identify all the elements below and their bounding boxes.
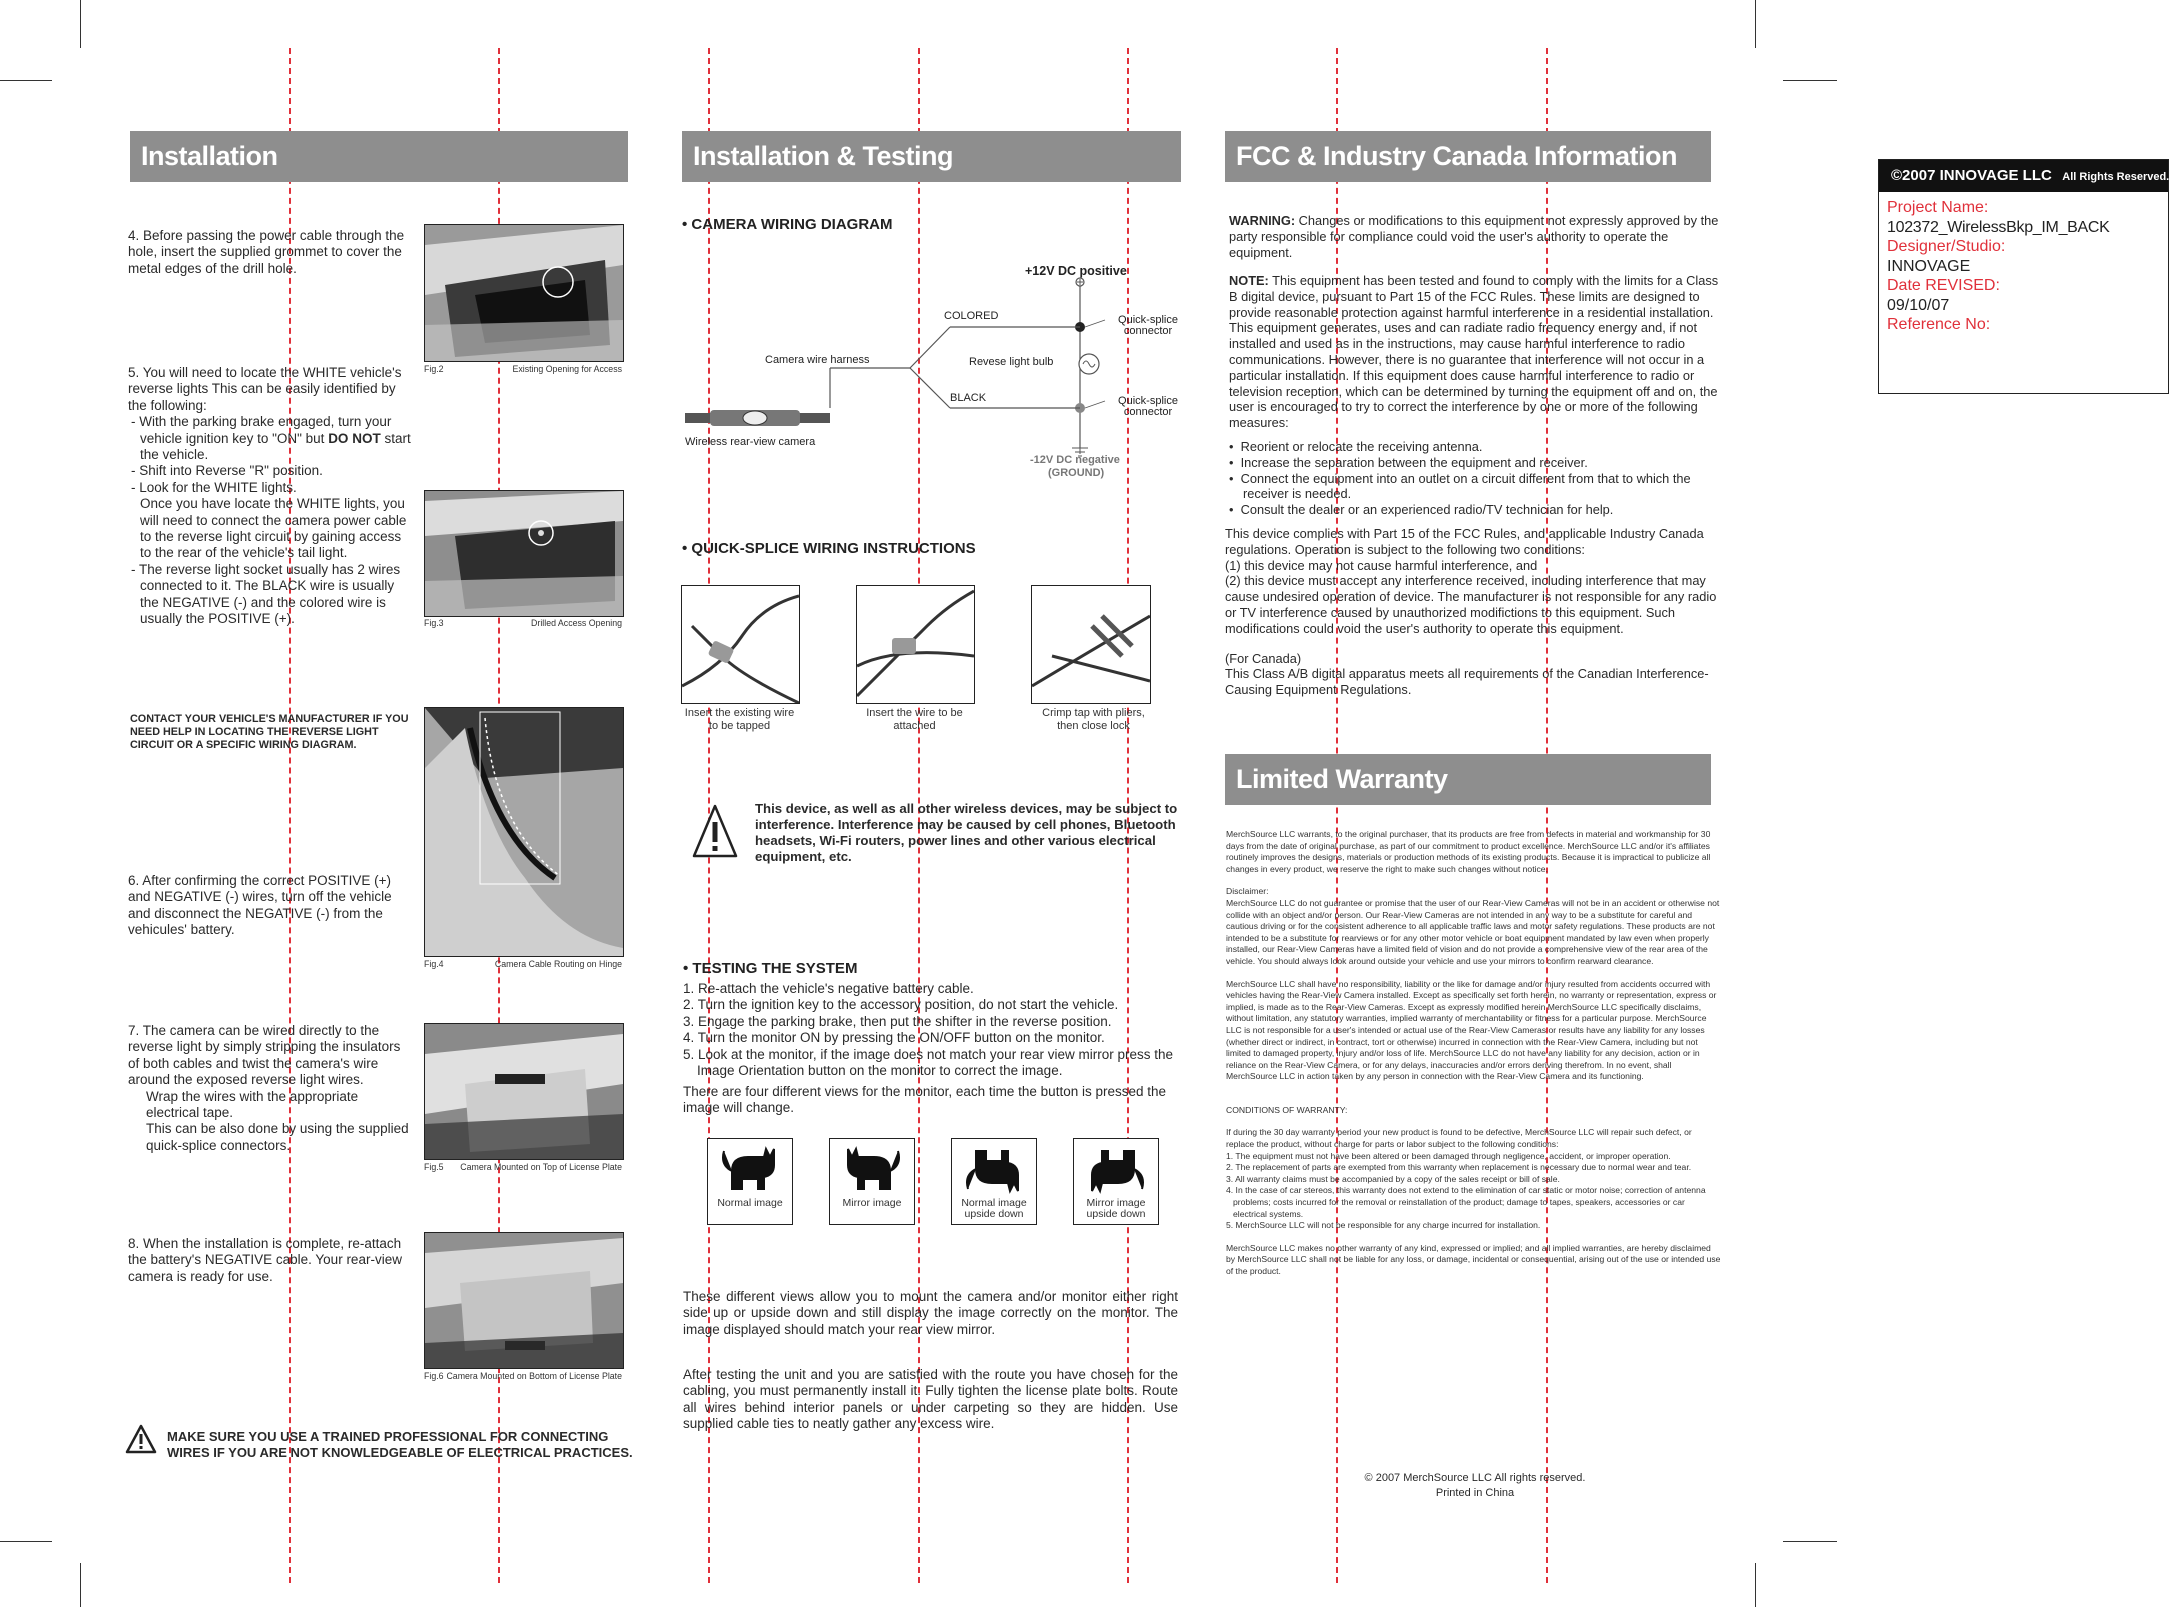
- fcc-header: FCC & Industry Canada Information: [1225, 131, 1711, 182]
- figure-5-label: Camera Mounted on Top of License Plate: [460, 1162, 622, 1172]
- condition-item: 5. MerchSource LLC will not be responsible for any charge incurred for installation.: [1226, 1220, 1541, 1231]
- disclaimer-label: Disclaimer:: [1226, 886, 1269, 897]
- view-normal-upside-down: [951, 1138, 1037, 1225]
- figure-2-photo: [424, 224, 624, 362]
- figure-6-label: Camera Mounted on Bottom of License Plate: [446, 1371, 622, 1381]
- testing-step: 5. Look at the monitor, if the image does not match your rear view mirror press the Image Orientation button on the monitor to correct the image.: [683, 1046, 1173, 1079]
- negative-label: -12V DC negative: [1030, 454, 1120, 466]
- ground-label: (GROUND): [1048, 467, 1105, 479]
- step-7-text: 7. The camera can be wired directly to the reverse light by simply stripping the insulators of both cables and twist the camera's wire around the exposed reverse light wires.: [128, 1023, 401, 1088]
- copyright-footer: [1300, 1471, 1650, 1501]
- step-7-splice-note: This can be also done by using the supplied quick-splice connectors.: [146, 1121, 409, 1153]
- step-5-block: [128, 365, 413, 628]
- step-5-bullet-2: - Shift into Reverse "R" position.: [131, 463, 323, 479]
- date-label: Date REVISED:: [1887, 277, 2000, 294]
- warranty-header: Limited Warranty: [1225, 754, 1711, 805]
- step-7-block: [128, 1023, 413, 1154]
- date-value: 09/10/07: [1887, 296, 1950, 314]
- step-7-tape-note: Wrap the wires with the appropriate electrical tape.: [146, 1088, 359, 1121]
- figure-6-number: Fig.6: [424, 1371, 444, 1381]
- camera-wiring-title: • CAMERA WIRING DIAGRAM: [682, 216, 893, 233]
- interference-notice: This device, as well as all other wireless devices, may be subject to interference. Interference may be caused by cell phones, Bluetooth headsets, Wi-Fi routers, power lines and other various electrical equipment, etc.: [755, 801, 1178, 864]
- figure-2-label: Existing Opening for Access: [512, 364, 622, 374]
- splice-caption-2: Insert the wire to be attached: [866, 707, 963, 732]
- figure-2-number: Fig.2: [424, 364, 444, 374]
- crop-mark: [1783, 1541, 1837, 1542]
- info-box-rights: All Rights Reserved.: [2062, 171, 2170, 183]
- splice-caption-3: Crimp tap with pliers, then close lock: [1042, 707, 1145, 732]
- project-label: Project Name:: [1887, 199, 1989, 216]
- figure-3-caption: [424, 618, 622, 628]
- step-8-text: 8. When the installation is complete, re-attach the battery's NEGATIVE cable. Your rear-view camera is ready for use.: [128, 1236, 402, 1284]
- figure-4-photo: [424, 707, 624, 957]
- crop-mark: [1755, 0, 1756, 48]
- view-mirror-upside-down: [1073, 1138, 1159, 1225]
- crop-mark: [1783, 80, 1837, 81]
- crop-mark: [80, 1563, 81, 1607]
- step-5-intro: 5. You will need to locate the WHITE vehicle's reverse lights This can be easily identified by the following:: [128, 365, 402, 413]
- views-explanation: These different views allow you to mount the camera and/or monitor either right side up or upside down and still display the image correctly on the monitor. The image displayed should match your rear view mirror.: [683, 1289, 1178, 1337]
- figure-5-photo: [424, 1023, 624, 1160]
- warranty-paragraph: MerchSource LLC warrants, to the original purchaser, that its products are free from defects in material and workmanship for 30 days from the date of original purchase, as part of our commitment to product excellence. MerchSource LLC and/or it's affiliates routinely improves the designs, materials or production methods of its existing products. Because it is impractical to publicize all changes in every product, we reserve the right to make such changes without notice.: [1226, 829, 1711, 874]
- view-mirror-image: [829, 1138, 915, 1225]
- condition-2: (2) this device must accept any interference received, including interference that may cause undesired operation of device. The manufacturer is not responsible for any radio or TV interference caused by unauthorized modifictions to this equipment. Such modifications could void the user's authority to operate this equipment.: [1225, 573, 1717, 636]
- measure-item: • Consult the dealer or an experienced radio/TV technician for help.: [1229, 502, 1614, 518]
- conditions-label: CONDITIONS OF WARRANTY:: [1226, 1104, 1348, 1115]
- printed-text: Printed in China: [1435, 1487, 1515, 1499]
- crop-mark: [1755, 1563, 1756, 1607]
- liability-text: MerchSource LLC shall have no responsibility, liability or the like for damage and/or injury resulted from accidents occurred with vehicles having the Rear-View Camera installed. Except as specifically set forth herein, no warranty or representation, express or implied, is made as to the Rear-View Cameras. Except as expressly modified herein MerchSource LLC specifically disclaims, without limitation, any statutory warranties, implied warranty of merchantability or fitness for a particular purpose. MerchSource LLC is not responsible for a user's intended or actual use of the Rear-View Cameras or results have any liability for any losses (whether direct or indirect, in contract, tort or otherwise) incurred in connection with the Rear-View Camera, including but not limited to damaged property, injury and/or loss of life. MerchSource LLC do not have any liability for any decision, action or in reliance on the Rear-View Camera, or for any delays, inaccuracies and/or errors deriving therefrom. In no event, shall MerchSource LLC in action taken by any person in connection with the Rear-View Camera and its functioning.: [1226, 978, 1717, 1082]
- figure-4-number: Fig.4: [424, 959, 444, 969]
- fcc-measures: [1229, 439, 1719, 518]
- testing-step: 2. Turn the ignition key to the accessory position, do not start the vehicle.: [683, 997, 1119, 1013]
- designer-label: Designer/Studio:: [1887, 238, 2006, 255]
- black-wire-label: BLACK: [950, 392, 987, 404]
- canada-label: (For Canada): [1225, 650, 1302, 666]
- step-5-bullet-1: - With the parking brake engaged, turn your vehicle ignition key to "ON" but DO NOT start the vehicle.: [131, 414, 411, 463]
- camera-label: Wireless rear-view camera: [685, 436, 816, 448]
- interference-warning-icon: [692, 804, 738, 860]
- figure-6-caption: [424, 1371, 622, 1381]
- views-intro: There are four different views for the monitor, each time the button is pressed the image will change.: [683, 1084, 1167, 1116]
- crop-mark: [0, 1541, 52, 1542]
- view-caption: Mirror image: [842, 1197, 902, 1209]
- figure-5-caption: [424, 1162, 622, 1172]
- figure-2-caption: [424, 364, 622, 374]
- splice-step-3-image: [1031, 585, 1151, 704]
- wiring-diagram: [680, 258, 1190, 488]
- figure-4-label: Camera Cable Routing on Hinge: [494, 959, 622, 969]
- condition-item: 4. In the case of car stereos, this warranty does not extend to the elimination of car static or motor noise; correction of antenna problems; costs incurred for the removal or reinstallation of the product; damage to tapes, speakers, accessories or car electrical systems.: [1226, 1185, 1706, 1219]
- condition-item: 2. The replacement of parts are exempted from this warranty when replacement is necessary due to normal wear and tear.: [1226, 1162, 1692, 1173]
- fcc-compliance: [1225, 526, 1718, 698]
- professional-warning: MAKE SURE YOU USE A TRAINED PROFESSIONAL FOR CONNECTING WIRES IF YOU ARE NOT KNOWLEDGEABLE OF ELECTRICAL PRACTICES.: [167, 1429, 633, 1460]
- project-info-box: [1878, 159, 2169, 394]
- designer-value: INNOVAGE: [1887, 257, 1971, 275]
- view-caption: Mirror image upside down: [1086, 1197, 1146, 1220]
- condition-item: 1. The equipment must not have been altered or been damaged through negligence, accident, or improper operation.: [1226, 1150, 1671, 1161]
- step-5-bullet-4: - The reverse light socket usually has 2 wires connected to it. The BLACK wire is usually the NEGATIVE (-) and the colored wire is usually the POSITIVE (+).: [131, 561, 401, 627]
- reference-label: Reference No:: [1887, 316, 1991, 333]
- project-value: 102372_WirelessBkp_IM_BACK: [1887, 218, 2110, 236]
- conditions-intro: If during the 30 day warranty period your new product is found to be defective, MerchSource LLC will repair such defect, or replace the product, without charge for parts or labor subject to the following conditions:: [1226, 1127, 1692, 1150]
- step-5-bullet-3-detail: Once you have locate the WHITE lights, you will need to connect the camera power cable to the reverse light circuit by gaining access to the rear of the vehicle's tail light.: [140, 496, 407, 561]
- fold-line: [289, 48, 291, 1583]
- info-box-title-bar: [1879, 160, 2168, 192]
- testing-step: 3. Engage the parking brake, then put the shifter in the reverse position.: [683, 1013, 1112, 1029]
- condition-item: 3. All warranty claims must be accompanied by a copy of the sales receipt or bill of sale.: [1226, 1173, 1560, 1184]
- measure-item: • Connect the equipment into an outlet on a circuit different from that to which the receiver is needed.: [1229, 470, 1691, 502]
- view-normal-image: [707, 1138, 793, 1225]
- disclaimer-text: MerchSource LLC do not guarantee or promise that the user of our Rear-View Cameras will not be in an accident or otherwise not collide with an object and/or person. Our Rear-View Cameras are not intended in any way to be a substitute for careful and cautious driving or for the consistent adherence to all applicable traffic laws and motor safety regulations. These products are not intended to be a substitute for rearviews or for any other motor vehicle or boat equipment mandated by law even when properly installed, our Rear-View Cameras have a limited field of vision and do not provide a comprehensive view of the rear area of the vehicle. You should always look around outside your vehicle and use your mirrors to confirm rearward clearance.: [1226, 897, 1720, 966]
- quick-splice-title: • QUICK-SPLICE WIRING INSTRUCTIONS: [682, 540, 976, 557]
- warranty-body: [1226, 829, 1721, 1278]
- quick-splice-label-2: Quick-splice connector: [1118, 395, 1178, 418]
- splice-caption-1: Insert the existing wire to be tapped: [684, 707, 795, 732]
- colored-wire-label: COLORED: [944, 310, 999, 322]
- installation-testing-header: Installation & Testing: [682, 131, 1181, 182]
- info-box-title: ©2007 INNOVAGE LLC: [1891, 167, 2052, 184]
- figure-4-caption: [424, 959, 622, 969]
- fcc-warning: WARNING: Changes or modifications to this equipment not expressly approved by the party responsible for compliance could void the user's authority to operate the equipment.: [1229, 213, 1719, 260]
- fcc-note: NOTE: This equipment has been tested and found to comply with the limits for a Class B digital device, pursuant to Part 15 of the FCC Rules. These limits are designed to provide reasonable protection against harmful interference in a residential installation. This equipment generates, uses and can radiate radio frequency energy and, if not installed and used as in the instructions, may cause harmful interference to radio communications. However, there is no guarantee that interference will not occur in a particular installation. If this equipment does cause harmful interference to radio or television reception, which can be determined by turning the equipment off and on, the user is encouraged to try to correct the interference by one or more of the following measures:: [1229, 273, 1719, 431]
- compliance-statement: This device complies with Part 15 of the FCC Rules, and applicable Industry Canada regulations. Operation is subject to the following two conditions:: [1225, 526, 1704, 557]
- step-5-bullet-3: - Look for the WHITE lights.: [131, 479, 297, 495]
- harness-label: Camera wire harness: [765, 354, 870, 366]
- view-caption: Normal image upside down: [961, 1197, 1027, 1220]
- final-install-note: After testing the unit and you are satisfied with the route you have chosen for the cabling, you must permanently install it. Fully tighten the license plate bolts. Route all wires behind interior panels or under carpeting so they are hidden. Use supplied cable ties to neatly gather any excess wire.: [683, 1367, 1178, 1432]
- positive-label: +12V DC positive: [1025, 264, 1127, 278]
- figure-3-number: Fig.3: [424, 618, 444, 628]
- view-caption: Normal image: [717, 1197, 783, 1209]
- copyright-text: © 2007 MerchSource LLC All rights reserved.: [1364, 1472, 1586, 1484]
- measure-item: • Reorient or relocate the receiving antenna.: [1229, 439, 1483, 454]
- testing-steps: [683, 981, 1181, 1079]
- warning-icon: [125, 1424, 157, 1454]
- crop-mark: [80, 0, 81, 48]
- figure-5-number: Fig.5: [424, 1162, 444, 1172]
- condition-1: (1) this device may not cause harmful interference, and: [1225, 557, 1538, 573]
- testing-step: 4. Turn the monitor ON by pressing the ON/OFF button on the monitor.: [683, 1030, 1105, 1046]
- figure-3-label: Drilled Access Opening: [531, 618, 622, 628]
- splice-step-1-image: [681, 585, 800, 704]
- measure-item: • Increase the separation between the equipment and receiver.: [1229, 454, 1588, 470]
- contact-manufacturer-note: CONTACT YOUR VEHICLE'S MANUFACTURER IF YOU NEED HELP IN LOCATING THE REVERSE LIGHT CIRCUIT OR A SPECIFIC WIRING DIAGRAM.: [130, 713, 409, 751]
- step-6-text: 6. After confirming the correct POSITIVE (+) and NEGATIVE (-) wires, turn off the vehicle and disconnect the NEGATIVE (-) from the vehicules' battery.: [128, 873, 392, 938]
- canada-text: This Class A/B digital apparatus meets all requirements of the Canadian Interference-Causing Equipment Regulations.: [1225, 666, 1709, 698]
- info-box-fields: [1879, 192, 2168, 341]
- step-4-text: 4. Before passing the power cable through the hole, insert the supplied grommet to cover the metal edges of the drill hole.: [128, 228, 405, 276]
- figure-3-photo: [424, 490, 624, 617]
- final-disclaimer: MerchSource LLC makes no other warranty of any kind, expressed or implied; and all implied warranties, are hereby disclaimed by MerchSource LLC shall not be liable for any loss, or damage, incidental or consequential, arising out of the use or intended use of the product.: [1226, 1242, 1721, 1276]
- crop-mark: [0, 80, 52, 81]
- testing-title: • TESTING THE SYSTEM: [683, 960, 858, 977]
- figure-6-photo: [424, 1232, 624, 1369]
- quick-splice-label-1: Quick-splice connector: [1118, 314, 1178, 337]
- installation-header: Installation: [130, 131, 628, 182]
- testing-step: 1. Re-attach the vehicle's negative battery cable.: [683, 981, 974, 996]
- splice-step-2-image: [856, 585, 975, 704]
- bulb-label: Revese light bulb: [969, 356, 1054, 368]
